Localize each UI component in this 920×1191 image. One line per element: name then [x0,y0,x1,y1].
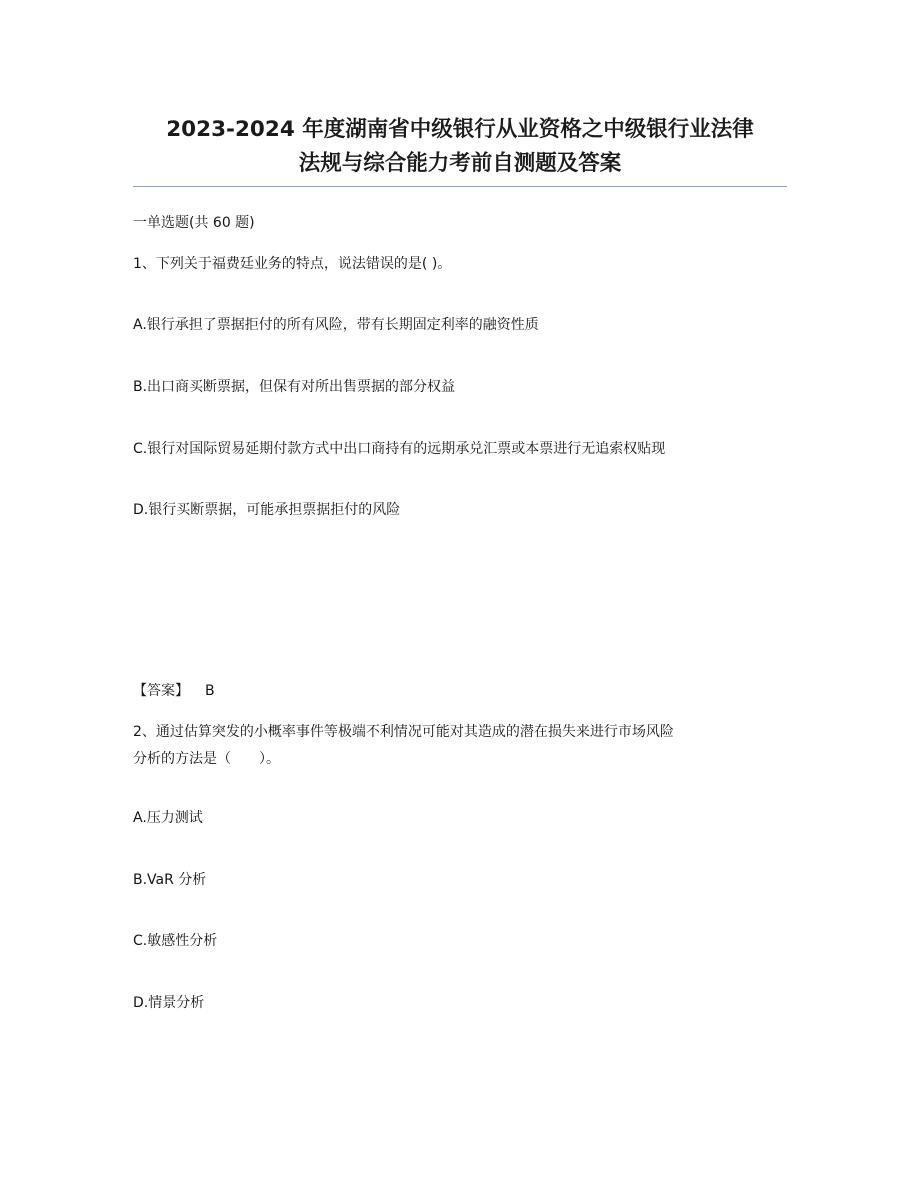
question-1-option-d: D.银行买断票据，可能承担票据拒付的风险 [133,502,401,518]
document-title-line-2: 法规与综合能力考前自测题及答案 [298,151,622,176]
section-header: 一单选题(共 60 题) [133,215,255,231]
question-2-option-b: B.VaR 分析 [133,872,207,888]
question-1-option-a: A.银行承担了票据拒付的所有风险，带有长期固定利率的融资性质 [133,317,539,333]
question-1-option-b: B.出口商买断票据，但保有对所出售票据的部分权益 [133,379,456,395]
question-2-stem-line-2: 分析的方法是（ ）。 [133,751,280,767]
answer-value: B [205,683,215,699]
document-title-line-1: 2023-2024 年度湖南省中级银行从业资格之中级银行业法律 [166,117,754,142]
question-1-stem: 1、下列关于福费廷业务的特点，说法错误的是( )。 [133,256,452,272]
answer-label: 【答案】 [133,683,189,699]
question-2-option-c: C.敏感性分析 [133,933,218,949]
question-1-option-c: C.银行对国际贸易延期付款方式中出口商持有的远期承兑汇票或本票进行无追索权贴现 [133,441,666,457]
question-2-option-a: A.压力测试 [133,810,203,826]
question-1-answer [133,681,215,701]
question-2-stem-line-1: 2、通过估算突发的小概率事件等极端不利情况可能对其造成的潜在损失来进行市场风险 [133,724,674,740]
title-divider [133,186,787,187]
question-2-option-d: D.情景分析 [133,995,205,1011]
